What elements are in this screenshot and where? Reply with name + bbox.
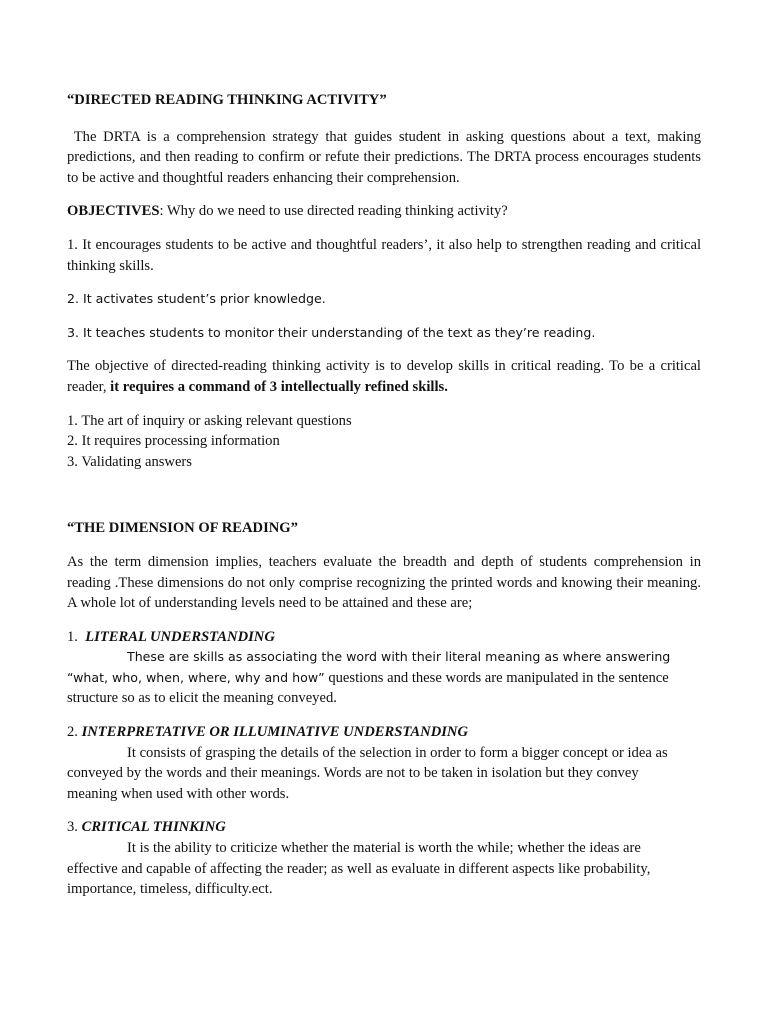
skill-item-3: 3. Validating answers [67, 453, 192, 470]
objective-paragraph-bold: it requires a command of 3 intellectually refined skills. [110, 378, 448, 395]
dimension-body [67, 647, 687, 709]
objective-item-2: 2. It activates student’s prior knowledge. [67, 291, 326, 307]
objective-paragraph-text: The objective of directed-reading thinking activity is to develop skills in critical reading. To be a critical reader, [67, 358, 701, 395]
dimension-intro-paragraph: As the term dimension implies, teachers evaluate the breadth and depth of students comprehension in reading .These dimensions do not only comprise recognizing the printed words and knowing their meaning. A whole lot of understanding levels need to be attained and these are; [67, 553, 701, 612]
dimension-body: It consists of grasping the details of the selection in order to form a bigger concept or idea as conveyed by the words and their meanings. Words are not to be taken in isolation but they convey meaning when used with other words. [67, 744, 668, 802]
dimension-number: 2. [67, 724, 82, 741]
dimension-item-literal [67, 627, 701, 709]
dimension-number: 1. [67, 628, 86, 645]
dimension-item-critical [67, 817, 701, 899]
objectives-label: OBJECTIVES [67, 203, 160, 220]
document-page [67, 90, 705, 900]
dimension-heading: “THE DIMENSION OF READING” [67, 520, 298, 537]
skill-item-2: 2. It requires processing information [67, 433, 280, 450]
dimension-number: 3. [67, 819, 82, 836]
dimension-title-row [67, 722, 701, 743]
dimension-title: CRITICAL THINKING [81, 819, 226, 836]
dimension-title-row [67, 627, 701, 648]
objectives-paragraph [67, 201, 701, 222]
dimension-title: INTERPRETATIVE OR ILLUMINATIVE UNDERSTANDING [81, 724, 469, 741]
objective-paragraph [67, 356, 701, 397]
dimension-title: LITERAL UNDERSTANDING [85, 628, 275, 645]
dimension-item-interpretative [67, 722, 701, 804]
dimension-body: It is the ability to criticize whether the material is worth the while; whether the ideas are effective and capable of affecting the reader; as well as evaluate in different aspects like probability, importance, timeless, difficulty.ect. [67, 840, 651, 898]
drta-intro-paragraph: The DRTA is a comprehension strategy that guides student in asking questions about a text, making predictions, and then reading to confirm or refute their predictions. The DRTA process encourages students to be active and thoughtful readers enhancing their comprehension. [67, 128, 705, 186]
objectives-question: : Why do we need to use directed reading thinking activity? [159, 203, 508, 220]
skill-item-1: 1. The art of inquiry or asking relevant questions [67, 412, 352, 429]
dimension-body-serif: questions and these words are manipulated in the sentence structure so as to elicit the meaning conveyed. [67, 669, 669, 707]
drta-heading: “DIRECTED READING THINKING ACTIVITY” [67, 92, 387, 108]
skills-list [67, 411, 701, 473]
objective-item-1: 1. It encourages students to be active and thoughtful readers’, it also help to strengthen reading and critical thinking skills. [67, 236, 701, 274]
dimension-body-sans: These are skills as associating the word with their literal meaning as where answering “what, who, when, where, why and how” [67, 649, 671, 685]
objective-item-3: 3. It teaches students to monitor their understanding of the text as they’re reading. [67, 324, 596, 340]
dimension-title-row [67, 817, 701, 838]
